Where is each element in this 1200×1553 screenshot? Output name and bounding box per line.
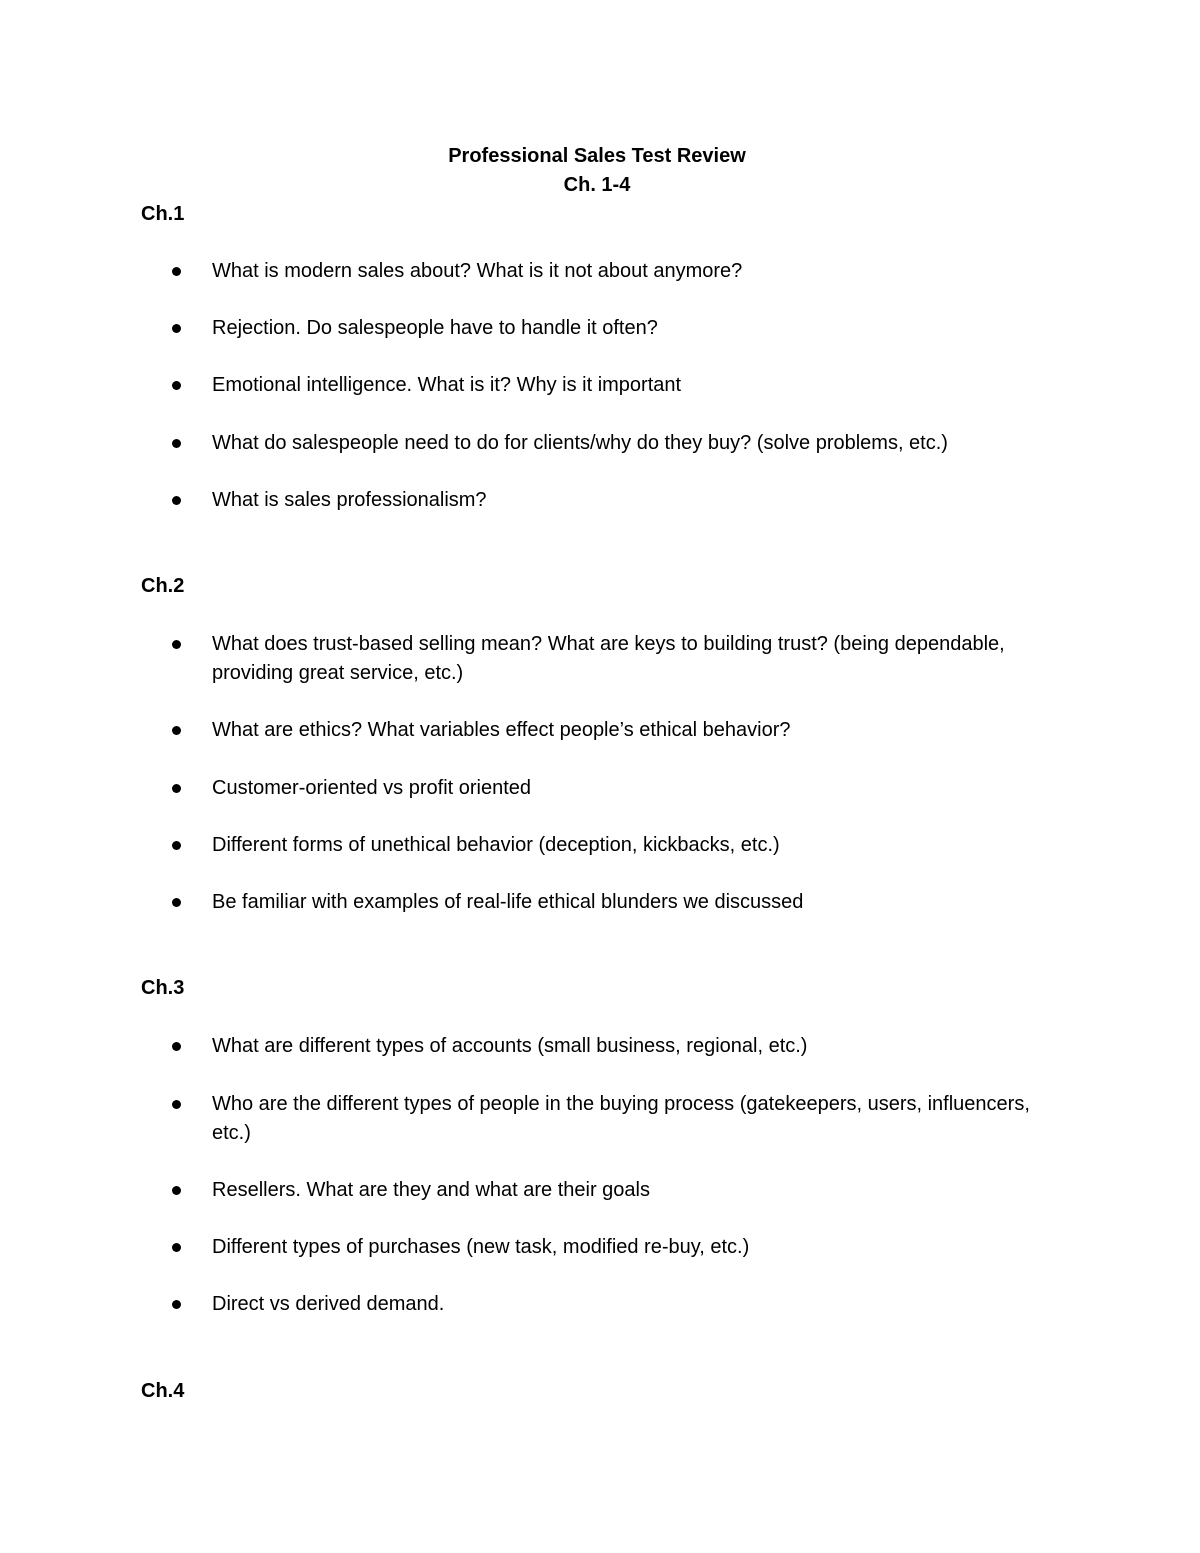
list-item-text: Customer-oriented vs profit oriented bbox=[212, 777, 532, 799]
list-item-text: Emotional intelligence. What is it? Why is it important bbox=[212, 374, 682, 396]
bullet-icon bbox=[172, 381, 181, 390]
bullet-icon bbox=[172, 1186, 181, 1195]
list-item-text: What is sales professionalism? bbox=[212, 489, 487, 511]
list-item bbox=[172, 1090, 1032, 1148]
list-item-text: What are ethics? What variables effect people’s ethical behavior? bbox=[212, 719, 791, 741]
list-item-text: What is modern sales about? What is it not about anymore? bbox=[212, 260, 743, 282]
bullet-icon bbox=[172, 1243, 181, 1252]
list-item-text: Rejection. Do salespeople have to handle it often? bbox=[212, 317, 658, 339]
bullet-icon bbox=[172, 1300, 181, 1309]
list-item-text: Different forms of unethical behavior (deception, kickbacks, etc.) bbox=[212, 834, 780, 856]
list-item-text: Direct vs derived demand. bbox=[212, 1293, 445, 1315]
bullet-icon bbox=[172, 324, 181, 333]
list-item bbox=[172, 1290, 1032, 1319]
list-item-text: Who are the different types of people in the buying process (gatekeepers, users, influencers, etc.) bbox=[212, 1093, 1030, 1144]
list-item bbox=[172, 1032, 1032, 1061]
list-item bbox=[172, 1176, 1032, 1205]
list-item bbox=[172, 1233, 1032, 1262]
bullet-icon bbox=[172, 784, 181, 793]
bullet-icon bbox=[172, 1100, 181, 1109]
bullet-icon bbox=[172, 439, 181, 448]
list-item-text: Different types of purchases (new task, modified re-buy, etc.) bbox=[212, 1236, 750, 1258]
bullet-icon bbox=[172, 841, 181, 850]
list-item bbox=[172, 257, 1032, 286]
section-heading-ch4: Ch.4 bbox=[141, 1380, 185, 1402]
list-item bbox=[172, 314, 1032, 343]
list-item bbox=[172, 371, 1032, 400]
bullet-icon bbox=[172, 267, 181, 276]
bullet-icon bbox=[172, 898, 181, 907]
list-item-text: Resellers. What are they and what are their goals bbox=[212, 1179, 650, 1201]
document-subtitle: Ch. 1-4 bbox=[563, 174, 631, 196]
bullet-icon bbox=[172, 496, 181, 505]
list-item bbox=[172, 486, 1032, 515]
bullet-icon bbox=[172, 640, 181, 649]
list-item bbox=[172, 774, 1032, 803]
list-item bbox=[172, 888, 1032, 917]
list-item bbox=[172, 630, 1032, 688]
section-heading-ch1: Ch.1 bbox=[141, 203, 185, 225]
list-item bbox=[172, 831, 1032, 860]
list-item-text: What does trust-based selling mean? What are keys to building trust? (being dependable, providing great service, etc.) bbox=[212, 633, 1005, 684]
section-heading-ch2: Ch.2 bbox=[141, 575, 185, 597]
list-item-text: What are different types of accounts (small business, regional, etc.) bbox=[212, 1035, 808, 1057]
bullet-icon bbox=[172, 726, 181, 735]
document-title: Professional Sales Test Review bbox=[448, 145, 746, 167]
bullet-icon bbox=[172, 1042, 181, 1051]
list-item bbox=[172, 716, 1032, 745]
list-item bbox=[172, 429, 1032, 458]
list-item-text: What do salespeople need to do for clients/why do they buy? (solve problems, etc.) bbox=[212, 432, 948, 454]
list-item-text: Be familiar with examples of real-life ethical blunders we discussed bbox=[212, 891, 804, 913]
section-heading-ch3: Ch.3 bbox=[141, 977, 185, 999]
